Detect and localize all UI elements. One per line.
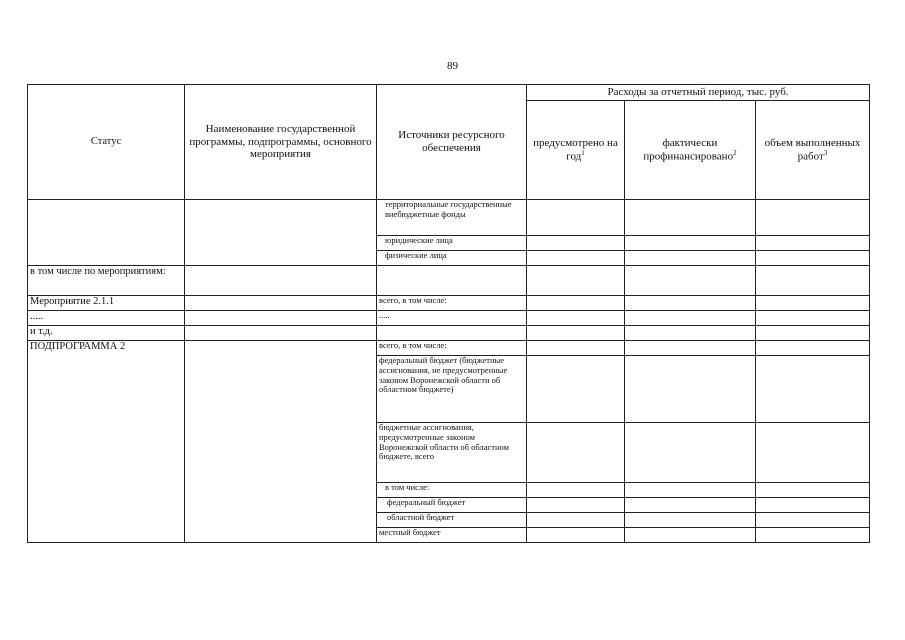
header-expenses-group: Расходы за отчетный период, тыс. руб. [527, 85, 870, 101]
table-row [28, 326, 870, 341]
header-planned: предусмотрено на год$^1$ [527, 101, 625, 200]
table-row [28, 311, 870, 326]
source-cell: бюджетные ассигнования, предусмотренные законом Воронежской области об областном бюджете, всего [377, 423, 527, 483]
header-resource-sources: Источники ресурсного обеспечения [377, 85, 527, 200]
header-row-1 [28, 85, 870, 101]
expenses-table [27, 84, 870, 543]
source-cell: всего, в том числе: [377, 341, 527, 356]
table-row [28, 341, 870, 356]
source-cell: местный бюджет [377, 528, 527, 543]
source-cell: всего, в том числе: [377, 296, 527, 311]
header-status: Статус [28, 85, 185, 200]
status-cell: Мероприятие 2.1.1 [28, 296, 185, 311]
status-cell: ПОДПРОГРАММА 2 [28, 341, 185, 543]
header-completed: объем выполненных работ$^3$ [756, 101, 870, 200]
status-cell: и т.д. [28, 326, 185, 341]
table-row [28, 200, 870, 236]
source-cell: федеральный бюджет [377, 498, 527, 513]
source-cell: федеральный бюджет (бюджетные ассигнования, не предусмотренные законом Воронежской области об областном бюджете) [377, 356, 527, 423]
status-cell: в том числе по мероприятиям: [28, 266, 185, 296]
source-cell: в том числе: [377, 483, 527, 498]
table-row [28, 296, 870, 311]
header-program-name: Наименование государственной программы, подпрограммы, основного мероприятия [185, 85, 377, 200]
source-cell: физические лица [377, 251, 527, 266]
source-cell: областной бюджет [377, 513, 527, 528]
source-cell: юридические лица [377, 236, 527, 251]
page-number: 89 [447, 60, 458, 72]
source-cell: территориальные государственные внебюджетные фонды [377, 200, 527, 236]
header-financed: фактически профинансировано$^2$ [625, 101, 756, 200]
table-row [28, 266, 870, 296]
status-cell: ..... [28, 311, 185, 326]
source-cell: ..... [377, 311, 527, 326]
